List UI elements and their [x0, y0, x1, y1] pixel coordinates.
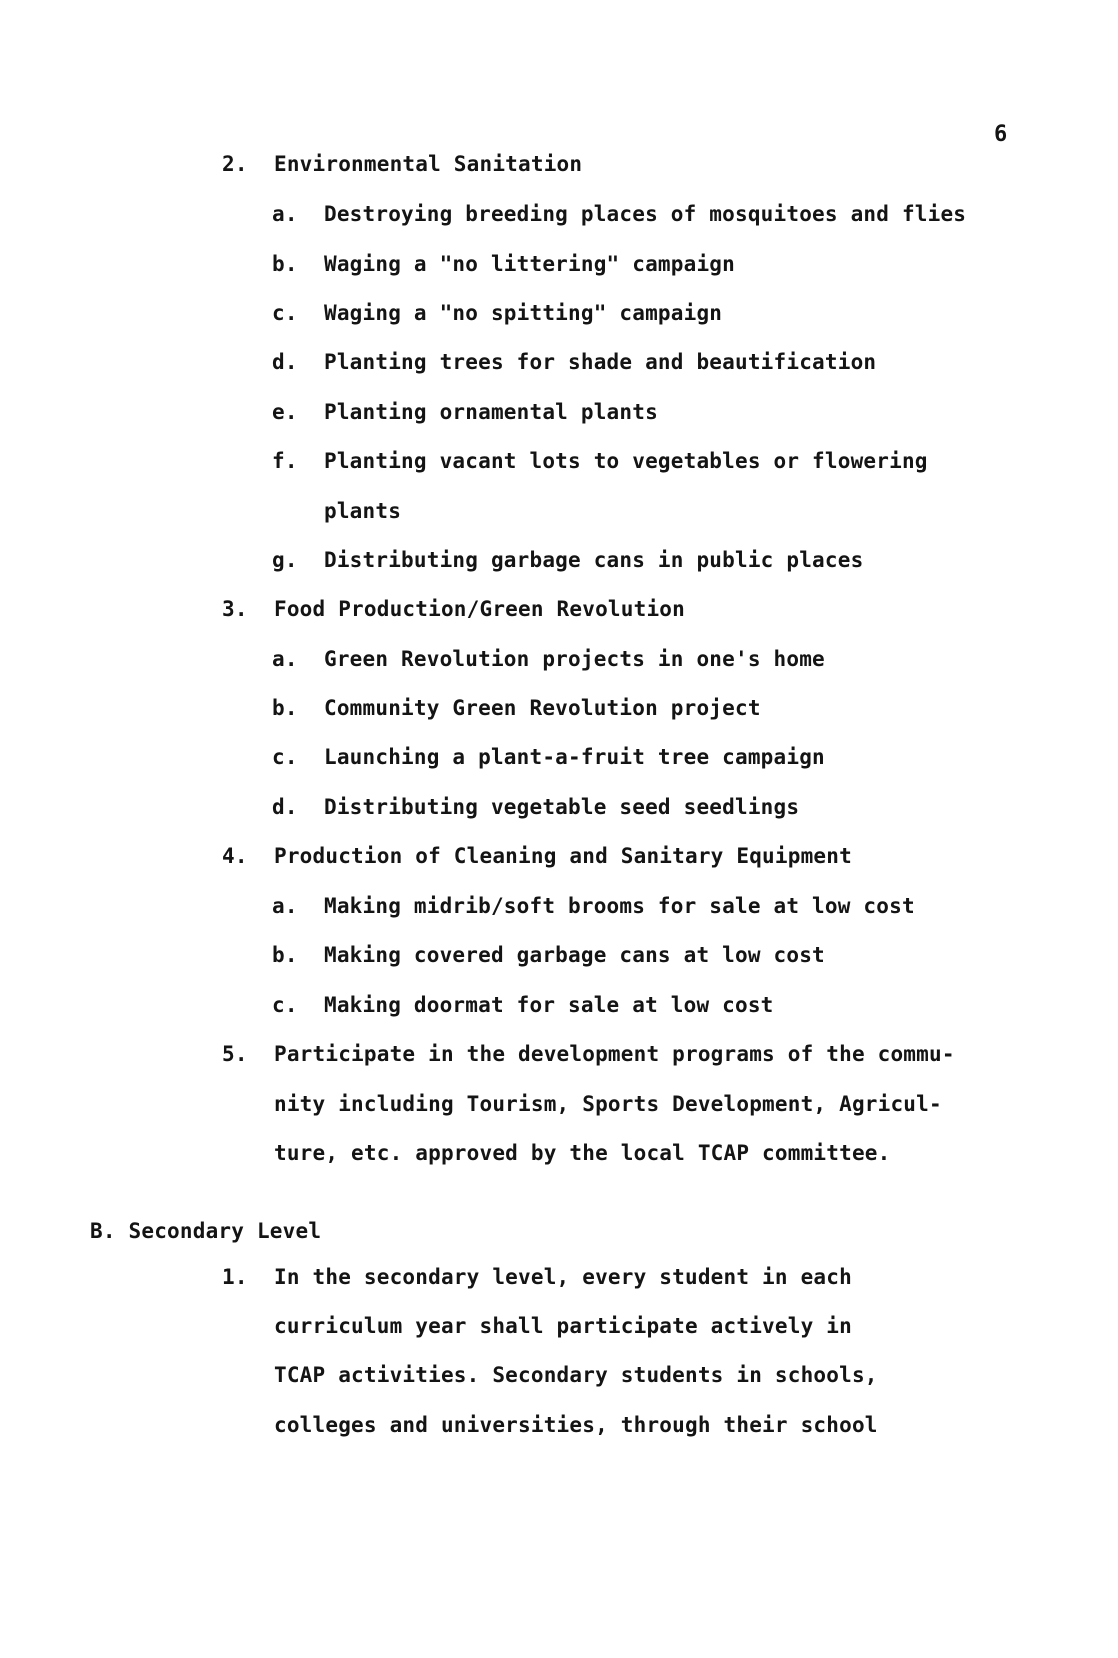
item-letter: b.	[272, 696, 298, 720]
section-5-line-2: nity including Tourism, Sports Development, Agricul-	[274, 1092, 942, 1116]
section-title: Food Production/Green Revolution	[274, 597, 685, 621]
item-text: Planting ornamental plants	[324, 400, 658, 424]
section-5-line-3: ture, etc. approved by the local TCAP committee.	[274, 1141, 891, 1165]
secondary-paragraph-line-2: curriculum year shall participate actively in	[274, 1314, 852, 1338]
item-letter: a.	[272, 202, 298, 226]
section-number: 3.	[222, 597, 248, 621]
list-item	[272, 896, 915, 917]
item-text: Waging a "no littering" campaign	[324, 252, 735, 276]
section-3-heading	[222, 599, 685, 620]
list-item	[272, 797, 799, 818]
item-text: Making covered garbage cans at low cost	[324, 943, 825, 967]
list-item	[272, 995, 774, 1016]
item-text: Community Green Revolution project	[324, 696, 761, 720]
secondary-paragraph-line-4: colleges and universities, through their school	[274, 1413, 878, 1437]
item-letter: d.	[272, 795, 298, 819]
item-text: Launching a plant-a-fruit tree campaign	[324, 745, 825, 769]
item-letter: d.	[272, 350, 298, 374]
list-item	[272, 254, 735, 275]
secondary-paragraph-line-3: TCAP activities. Secondary students in schools,	[274, 1363, 878, 1387]
section-4-heading	[222, 846, 852, 867]
list-item	[272, 451, 928, 472]
item-letter: c.	[272, 301, 298, 325]
list-item	[272, 698, 761, 719]
page-number: 6	[994, 122, 1008, 147]
secondary-level-heading: B. Secondary Level	[90, 1219, 322, 1243]
section-title: Environmental Sanitation	[274, 152, 583, 176]
list-item	[272, 352, 876, 373]
list-item	[272, 402, 658, 423]
list-item	[272, 649, 825, 670]
list-item	[272, 204, 966, 225]
section-5-line-1	[222, 1044, 955, 1065]
secondary-paragraph-line-1	[222, 1267, 852, 1288]
item-letter: b.	[272, 943, 298, 967]
item-number: 1.	[222, 1265, 248, 1289]
item-text: Making doormat for sale at low cost	[324, 993, 774, 1017]
item-letter: c.	[272, 745, 298, 769]
list-item	[272, 303, 722, 324]
item-text: Waging a "no spitting" campaign	[324, 301, 723, 325]
section-number: 5.	[222, 1042, 248, 1066]
item-letter: f.	[272, 449, 298, 473]
item-text: Making midrib/soft brooms for sale at low cost	[324, 894, 915, 918]
item-letter: a.	[272, 647, 298, 671]
item-text: Destroying breeding places of mosquitoes and flies	[324, 202, 967, 226]
item-text: Planting trees for shade and beautification	[324, 350, 877, 374]
item-letter: b.	[272, 252, 298, 276]
item-letter: c.	[272, 993, 298, 1017]
list-item	[272, 945, 825, 966]
list-item	[272, 747, 825, 768]
section-2-heading	[222, 154, 582, 175]
section-number: 4.	[222, 844, 248, 868]
section-text: Participate in the development programs of the commu-	[274, 1042, 955, 1066]
paragraph-text: In the secondary level, every student in each	[274, 1265, 852, 1289]
item-letter: g.	[272, 548, 298, 572]
item-letter: a.	[272, 894, 298, 918]
item-letter: e.	[272, 400, 298, 424]
list-item	[272, 550, 863, 571]
item-text: Distributing garbage cans in public places	[324, 548, 864, 572]
item-text: Green Revolution projects in one's home	[324, 647, 825, 671]
item-text: Distributing vegetable seed seedlings	[324, 795, 800, 819]
item-text: Planting vacant lots to vegetables or flowering	[324, 449, 928, 473]
section-title: Production of Cleaning and Sanitary Equipment	[274, 844, 852, 868]
section-number: 2.	[222, 152, 248, 176]
list-item-continuation: plants	[324, 499, 402, 523]
